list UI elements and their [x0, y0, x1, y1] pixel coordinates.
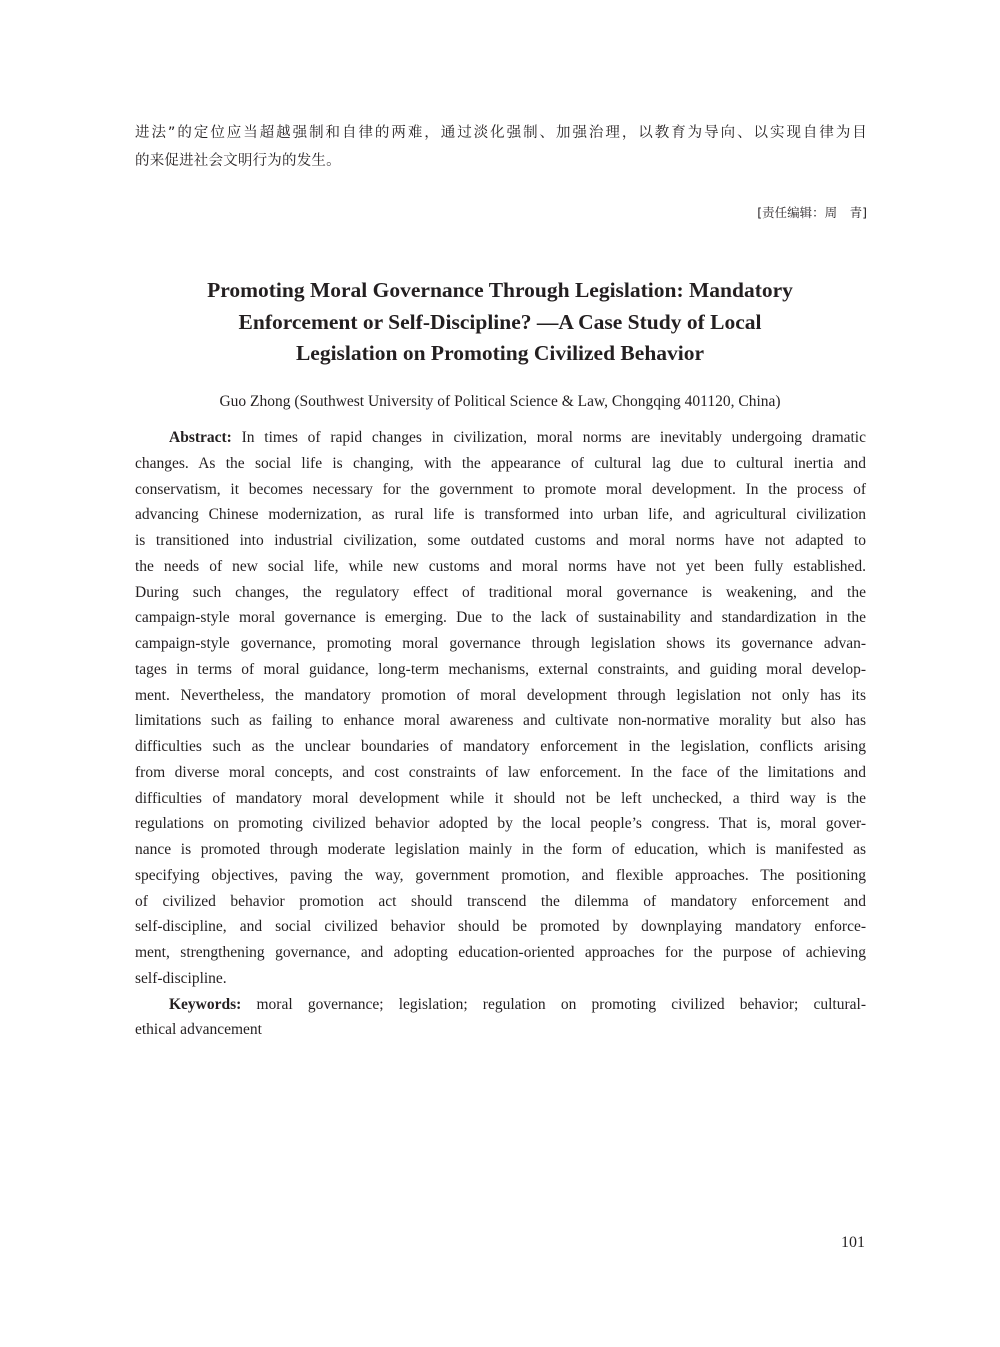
abstract-line: specifying objectives, paving the way, government promotion, and flexible approaches. The positioning: [135, 866, 866, 884]
title-line: Promoting Moral Governance Through Legislation: Mandatory: [207, 278, 793, 302]
abstract-line: changes. As the social life is changing, with the appearance of cultural lag due to cultural inertia and: [135, 454, 866, 472]
abstract-line: self-discipline, and social civilized behavior should be promoted by downplaying mandatory enforce-: [135, 918, 866, 936]
abstract-line: of civilized behavior promotion act should transcend the dilemma of mandatory enforcement and: [135, 892, 866, 910]
abstract-line: During such changes, the regulatory effect of traditional moral governance is weakening, and the: [135, 583, 866, 601]
keywords-line: ethical advancement: [135, 1021, 262, 1039]
abstract-line: limitations such as failing to enhance moral awareness and cultivate non-normative morality but also has: [135, 712, 866, 730]
abstract-line: difficulties of mandatory moral development while it should not be left unchecked, a third way is the: [135, 789, 866, 807]
responsible-editor-note: [责任编辑：周 青]: [757, 205, 867, 220]
abstract-line: nance is promoted through moderate legislation mainly in the form of education, which is manifested as: [135, 841, 866, 858]
abstract-line: tages in terms of moral guidance, long-term mechanisms, external constraints, and guiding moral develop-: [135, 660, 866, 678]
author-affiliation: Guo Zhong (Southwest University of Political Science & Law, Chongqing 401120, China): [219, 393, 781, 410]
abstract-line: conservatism, it becomes necessary for the government to promote moral development. In the process of: [135, 480, 866, 498]
chinese-text-line: 的来促进社会文明行为的发生。: [135, 153, 341, 169]
keywords-text: moral governance; legislation; regulation on promoting civilized behavior; cultural-: [241, 995, 866, 1013]
article-title: [100, 275, 900, 370]
chinese-text-line: 进法”的定位应当超越强制和自律的两难，通过淡化强制、加强治理，以教育为导向、以实现自律为目: [135, 125, 867, 141]
page-number: 101: [841, 1234, 865, 1251]
abstract-line: campaign-style moral governance is emerging. Due to the lack of sustainability and standardization in the: [135, 609, 866, 627]
preceding-chinese-paragraph: [135, 119, 867, 175]
abstract-line: advancing Chinese modernization, as rural life is transformed into urban life, and agricultural civilization: [135, 506, 866, 524]
abstract-line: self-discipline.: [135, 969, 227, 987]
abstract-label: Abstract:: [169, 429, 232, 446]
abstract-line: from diverse moral concepts, and cost constraints of law enforcement. In the face of the limitations and: [135, 763, 866, 781]
abstract-text: In times of rapid changes in civilization, moral norms are inevitably undergoing dramatic: [231, 429, 866, 446]
keywords-label: Keywords:: [169, 995, 242, 1013]
keywords-line: [135, 992, 866, 1018]
title-line: Enforcement or Self-Discipline? —A Case Study of Local: [238, 309, 762, 334]
abstract-section: [135, 425, 866, 1043]
abstract-line: ment, strengthening governance, and adopting education-oriented approaches for the purpose of achieving: [135, 944, 866, 961]
abstract-line: difficulties such as the unclear boundaries of mandatory enforcement in the legislation, conflicts arising: [135, 738, 866, 755]
abstract-line: the needs of new social life, while new customs and moral norms have not yet been fully established.: [135, 557, 866, 575]
abstract-line: ment. Nevertheless, the mandatory promotion of moral development through legislation not only has its: [135, 686, 866, 704]
abstract-line: [135, 425, 866, 451]
title-line: Legislation on Promoting Civilized Behavior: [295, 341, 705, 365]
abstract-line: is transitioned into industrial civilization, some outdated customs and moral norms have not adapted to: [135, 532, 866, 549]
abstract-line: regulations on promoting civilized behavior adopted by the local people’s congress. That is, moral gover-: [135, 815, 866, 833]
abstract-line: campaign-style governance, promoting moral governance through legislation shows its governance advan-: [135, 635, 866, 652]
